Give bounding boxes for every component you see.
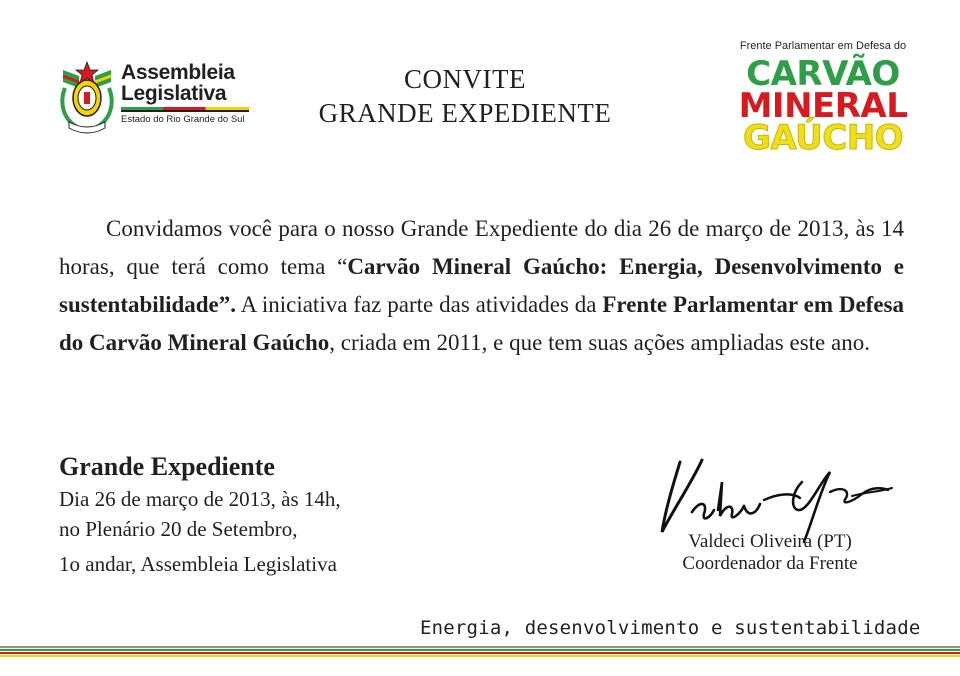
assembleia-state-box <box>121 110 249 125</box>
event-venue: no Plenário 20 de Setembro, <box>59 517 298 541</box>
carvao-mineral-logo <box>738 40 908 165</box>
assembleia-state-text: Estado do Rio Grande do Sul <box>121 114 245 125</box>
carvao-logo-word-carvao: CARVÃO <box>746 54 900 94</box>
invitation-text-part1: Convidamos você para o nosso Grande Expediente do dia 26 de março de 2013, às 14 horas, que terá como tema “ <box>59 216 904 279</box>
invitation-text <box>59 210 904 362</box>
signatory-role: Coordenador da Frente <box>682 553 858 574</box>
footer-color-stripes <box>0 646 960 658</box>
invite-title: CONVITE <box>404 64 526 94</box>
event-location: 1o andar, Assembleia Legislativa <box>59 552 337 576</box>
event-date: Dia 26 de março de 2013, às 14h, <box>59 487 341 511</box>
invitation-theme: Carvão Mineral Gaúcho: Energia, Desenvolvimento e sustentabilidade”. <box>59 254 904 317</box>
signatory-name: Valdeci Oliveira (PT) <box>688 531 852 552</box>
assembleia-legislativa-logo <box>57 58 252 138</box>
invitation-text-part3: , criada em 2011, e que tem suas ações ampliadas este ano. <box>329 330 870 355</box>
coat-of-arms-icon <box>57 58 117 134</box>
carvao-logo-word-gaucho: GAÚCHO <box>742 118 904 158</box>
invitation-text-part2: A iniciativa faz parte das atividades da <box>236 292 603 317</box>
footer-slogan: Energia, desenvolvimento e sustentabilidade <box>420 617 921 639</box>
invite-subtitle: GRANDE EXPEDIENTE <box>318 98 612 128</box>
invitation-paragraph <box>59 210 904 362</box>
event-title: Grande Expediente <box>59 452 275 481</box>
carvao-logo-word-mineral: MINERAL <box>738 86 908 126</box>
assembleia-name-line1: Assembleia <box>121 61 235 84</box>
carvao-logo-top-text: Frente Parlamentar em Defesa do <box>739 40 907 52</box>
invitation-frente-name: Frente Parlamentar em Defesa do Carvão Mineral Gaúcho <box>59 292 904 355</box>
assembleia-name-line2: Legislativa <box>121 82 227 105</box>
